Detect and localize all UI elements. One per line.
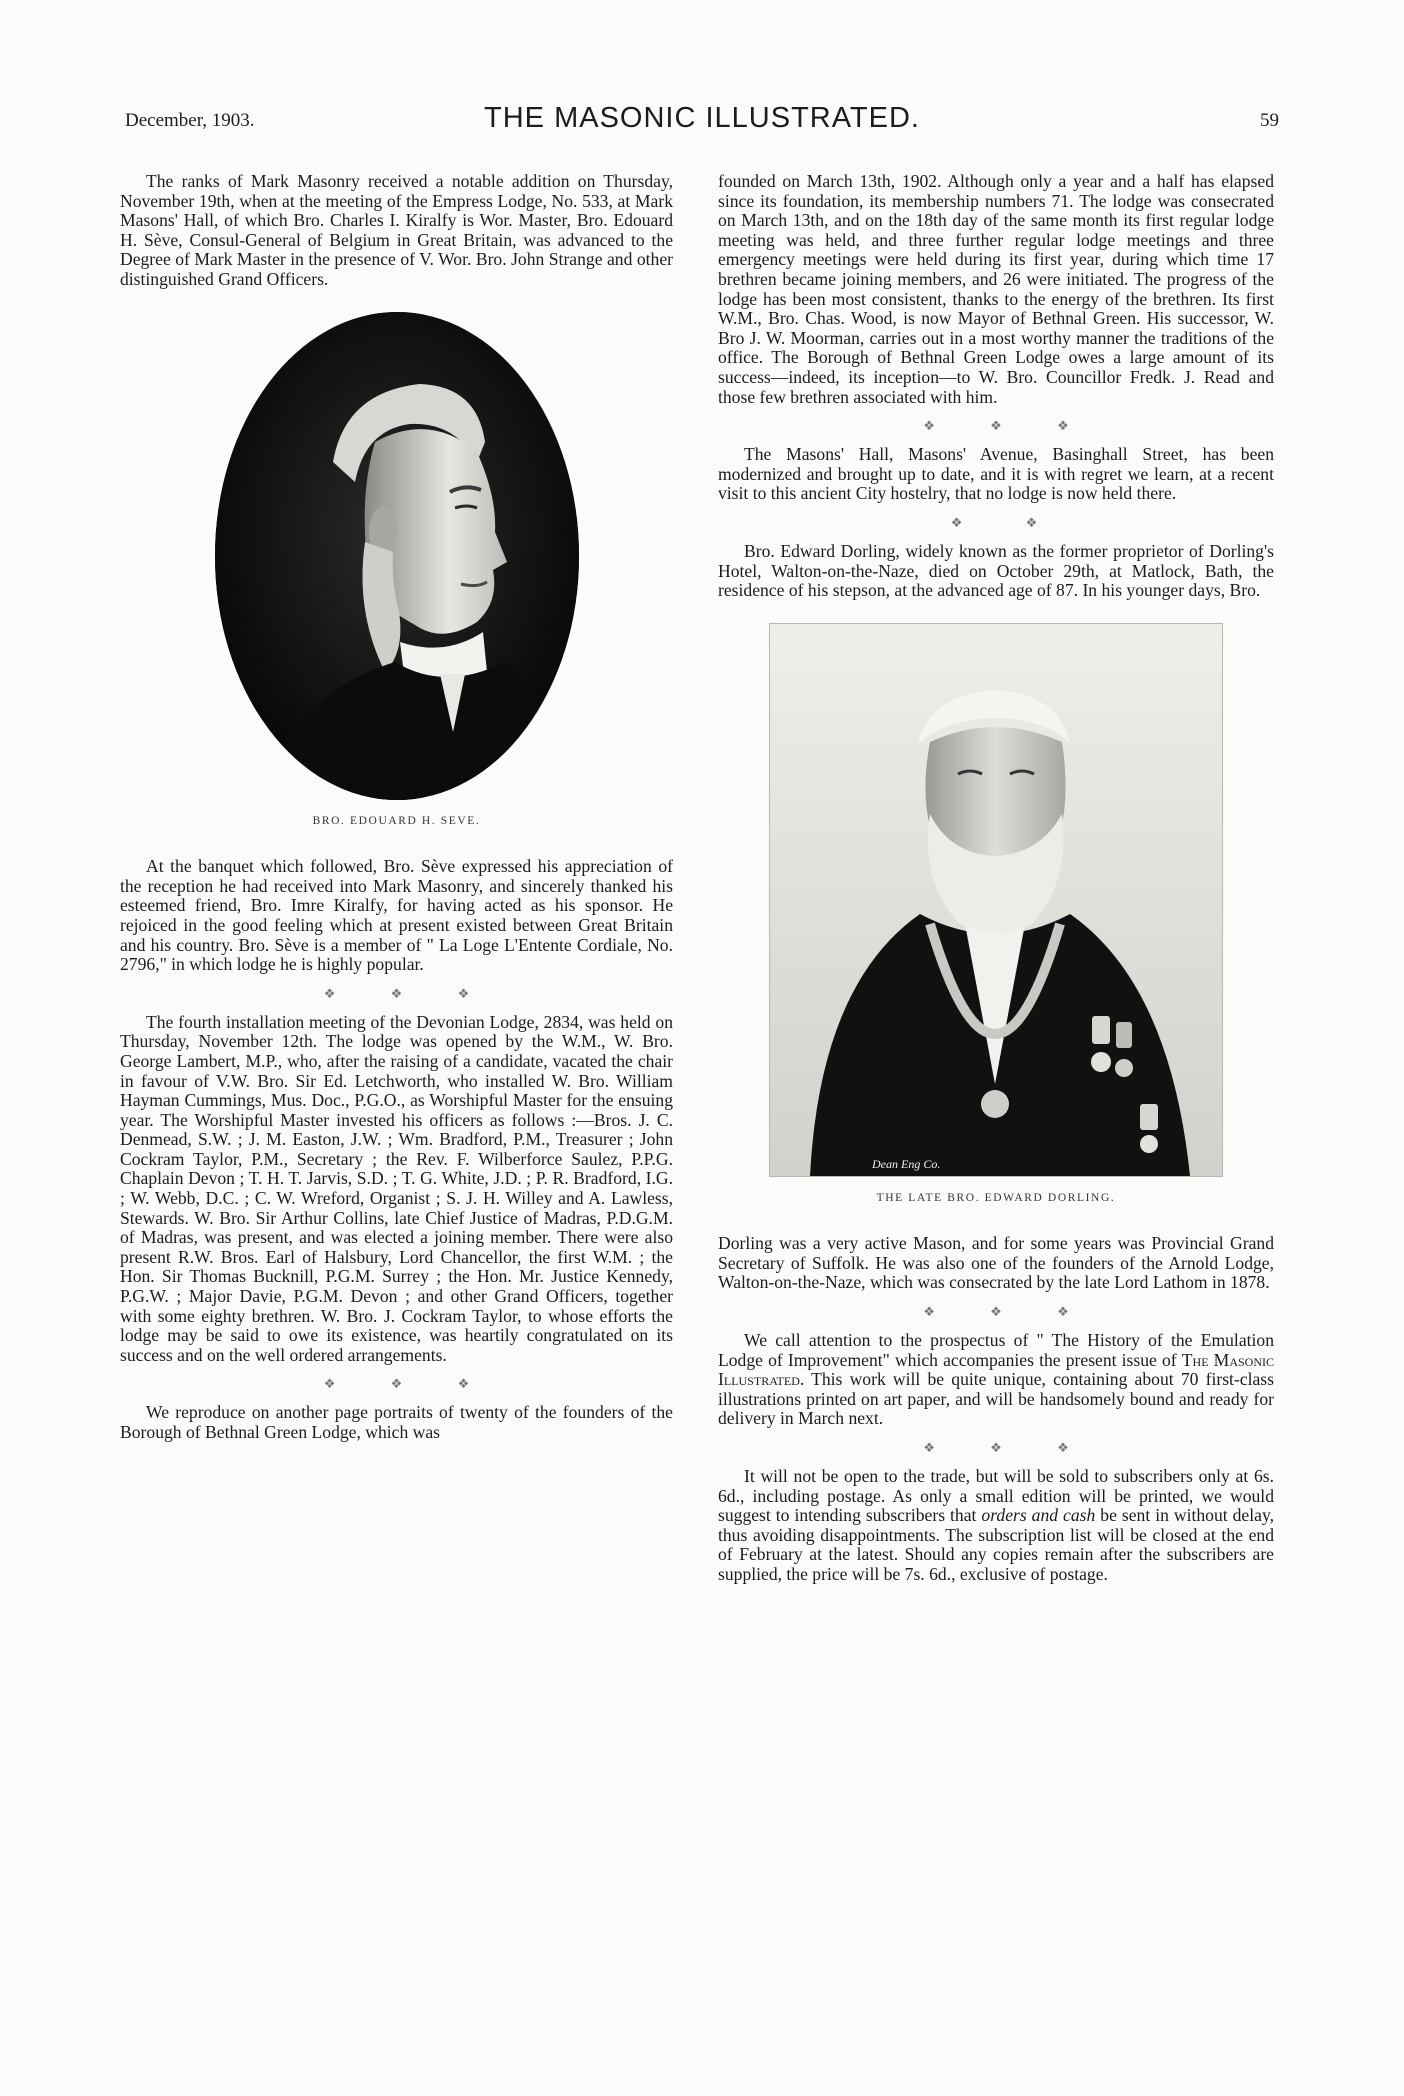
section-ornament: ❖ ❖ ❖ — [923, 418, 1095, 434]
dorling-portrait-icon — [770, 624, 1222, 1176]
bethnal-green-intro-paragraph: We reproduce on another page portraits of twenty of the founders of the Borough of Bethnal Green Lodge, which was — [120, 1402, 673, 1442]
section-ornament: ❖ ❖ ❖ — [323, 1376, 496, 1392]
dorling-obituary-paragraph: Bro. Edward Dorling, widely known as the former proprietor of Dorling's Hotel, Walton-on-the-Naze, died on October 29th, at Matlock, Bath, the residence of his stepson, at the advanced age of 87. In his younger days, Bro. — [718, 540, 1274, 601]
bethnal-green-continued-paragraph: founded on March 13th, 1902. Although only a year and a half has elapsed since its foundation, its membership numbers 71. The lodge was consecrated on March 13th, and on the 18th day of the same month its first regular lodge meeting was held, and three further regular lodge meetings and three emergency meetings were held during its first year, during which time 17 brethren became joining members, and 26 were initiated. The progress of the lodge has been most consistent, thanks to the energy of the brethren. Its first W.M., Bro. Chas. Wood, is now Mayor of Bethnal Green. His successor, W. Bro J. W. Moorman, carries out in a most worthy manner the traditions of the office. The Borough of Bethnal Green Lodge owes a large amount of its success—indeed, its inception—to W. Bro. Councillor Fredk. J. Read and those few brethren associated with him. — [718, 171, 1274, 407]
emulation-lodge-paragraph — [718, 1331, 1274, 1429]
subscription-paragraph — [718, 1467, 1274, 1585]
left-column — [120, 172, 673, 1443]
orders-and-cash: orders and cash — [981, 1505, 1096, 1526]
subscription-text-b: be sent in without delay, thus avoiding disappointments. The subscription list will be closed at the end of February at the latest. Should any copies remain after the subscribers are supplied, the price will be 7s. 6d., exclusive of postage. — [718, 1505, 1274, 1584]
dorling-portrait — [769, 623, 1223, 1177]
emulation-text-a: We call attention to the prospectus of " The History of the Emulation Lodge of Improvement" which accompanies the present issue of — [718, 1330, 1274, 1370]
right-column — [718, 172, 1274, 1585]
section-ornament: ❖ ❖ ❖ — [923, 1304, 1095, 1320]
section-ornament: ❖ ❖ ❖ — [323, 985, 496, 1001]
page-number: 59 — [1260, 110, 1279, 131]
devonian-lodge-paragraph: The fourth installation meeting of the Devonian Lodge, 2834, was held on Thursday, November 12th. The lodge was opened by the W.M., W. Bro. George Lambert, M.P., who, after the raising of a candidate, vacated the chair in favour of V.W. Bro. Sir Ed. Letchworth, who installed W. Bro. William Hayman Cummings, Mus. Doc., P.G.O., as Worshipful Master for the ensuing year. The Worshipful Master invested his officers as follows :—Bros. J. C. Denmead, S.W. ; J. M. Easton, J.W. ; Wm. Bradford, P.M., Treasurer ; John Cockram Taylor, P.M., Secretary ; the Rev. F. Wilberforce Saulez, P.P.G. Chaplain Devon ; T. H. T. Jarvis, S.D. ; T. G. White, J.D. ; P. R. Bradford, I.G. ; W. Webb, D.C. ; C. W. Wreford, Organist ; S. J. H. Willey and A. Lawless, Stewards. W. Bro. Sir Arthur Collins, late Chief Justice of Madras, P.D.G.M. of Madras, was present, and was elected a joining member. There were also present R.W. Bros. Earl of Halsbury, Lord Chancellor, the first W.M. ; the Hon. Sir Thomas Bucknill, P.G.M. Surrey ; the Hon. Mr. Justice Kennedy, P.G.W. ; Major Davie, P.G.M. Devon ; and other Grand Officers, together with some eighty brethren. W. Bro. J. Cockram Taylor, to whose efforts the lodge may be said to owe its existence, was heartily congratulated on its success and on the well ordered arrangements. — [120, 1011, 673, 1365]
subscription-text-a: It will not be open to the trade, but will be sold to subscribers only at 6s. 6d., including postage. As only a small edition will be printed, we would suggest to intending subscribers that — [718, 1466, 1274, 1526]
emulation-text-b: . This work will be quite unique, containing about 70 first-class illustrations printed on art paper, and will be handsomely bound and ready for delivery in March next. — [718, 1369, 1274, 1429]
seve-portrait — [215, 312, 579, 800]
banquet-paragraph: At the banquet which followed, Bro. Sève expressed his appreciation of the reception he had received into Mark Masonry, and sincerely thanked his esteemed friend, Bro. Imre Kiralfy, for having acted as his sponsor. He rejoiced in the good feeling which at present existed between Great Britain and his country. Bro. Sève is a member of " La Loge L'Entente Cordiale, No. 2796," in which lodge he is highly popular. — [120, 856, 673, 975]
publication-name: The Masonic Illustrated — [718, 1349, 1274, 1390]
mark-masonry-paragraph: The ranks of Mark Masonry received a notable addition on Thursday, November 19th, when at the meeting of the Empress Lodge, No. 533, at Mark Masons' Hall, of which Bro. Charles I. Kiralfy is Wor. Master, Bro. Edouard H. Sève, Consul-General of Belgium in Great Britain, was advanced to the Degree of Mark Master in the presence of V. Wor. Bro. John Strange and other distinguished Grand Officers. — [120, 171, 673, 289]
issue-date: December, 1903. — [125, 110, 255, 131]
page-header — [0, 100, 1404, 140]
seve-portrait-icon — [215, 312, 579, 800]
dorling-continued-paragraph: Dorling was a very active Mason, and for some years was Provincial Grand Secretary of Suffolk. He was also one of the founders of the Arnold Lodge, Walton-on-the-Naze, which was consecrated by the late Lord Lathom in 1878. — [718, 1233, 1274, 1293]
section-ornament: ❖ ❖ — [950, 514, 1068, 530]
engraver-mark: Dean Eng Co. — [872, 1156, 941, 1171]
publication-title: THE MASONIC ILLUSTRATED. — [484, 102, 920, 134]
dorling-portrait-caption: THE LATE BRO. EDWARD DORLING. — [876, 1191, 1116, 1204]
masons-hall-paragraph: The Masons' Hall, Masons' Avenue, Basinghall Street, has been modernized and brought up to date, and it is with regret we learn, at a recent visit to this ancient City hostelry, that no lodge is now held there. — [718, 444, 1274, 504]
seve-portrait-caption: BRO. EDOUARD H. SEVE. — [312, 814, 481, 827]
section-ornament: ❖ ❖ ❖ — [923, 1440, 1095, 1456]
